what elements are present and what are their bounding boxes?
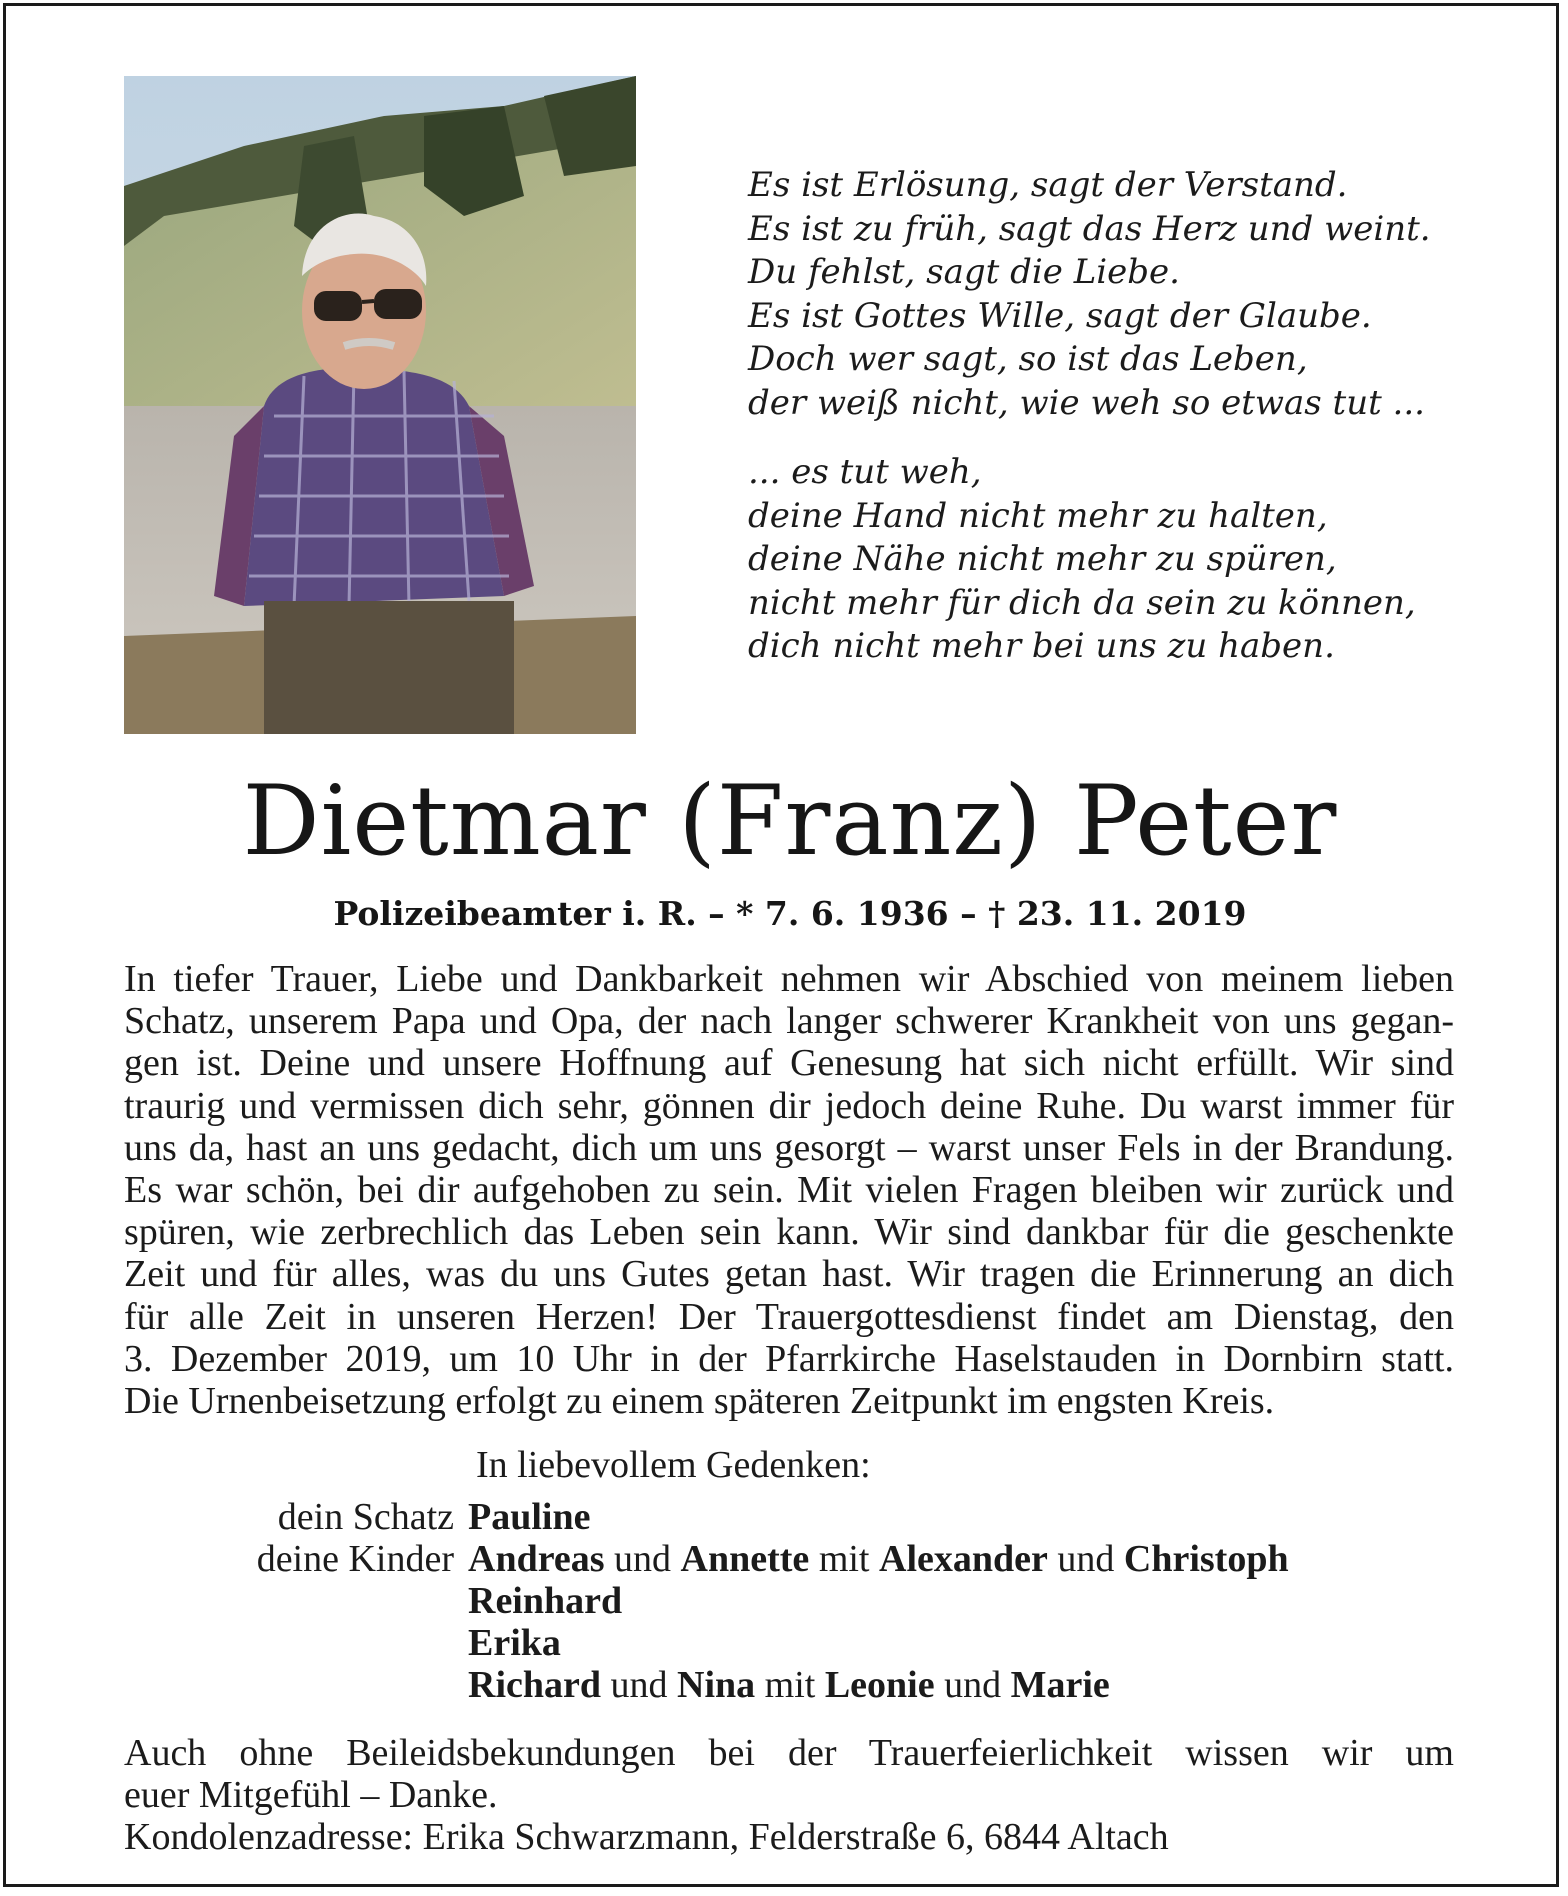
family-list [124, 1496, 1504, 1706]
family-names [468, 1580, 622, 1622]
family-name: Erika [468, 1622, 561, 1664]
family-row-children [124, 1538, 1504, 1580]
family-row [124, 1622, 1504, 1664]
family-row [124, 1580, 1504, 1622]
poem-line: deine Nähe nicht mehr zu spüren, [748, 539, 1337, 579]
poem-stanza-2 [748, 451, 1468, 669]
body-line: In tiefer Trauer, Liebe und Dankbarkeit nehmen wir Abschied von meinem lieben [124, 958, 1454, 1000]
poem-line: dich nicht mehr bei uns zu haben. [748, 626, 1335, 666]
condolence-address: Kondolenzadresse: Erika Schwarzmann, Felderstraße 6, 6844 Altach [124, 1816, 1169, 1859]
occupation-and-dates: Polizeibeamter i. R. – * 7. 6. 1936 – † 23. 11. 2019 [333, 894, 1247, 933]
body-line: für alle Zeit in unseren Herzen! Der Trauergottesdienst findet am Dienstag, den [124, 1295, 1454, 1338]
family-name: Richard [468, 1664, 601, 1706]
deceased-name: Dietmar (Franz) Peter [242, 765, 1338, 877]
poem-line: Du fehlst, sagt die Liebe. [748, 252, 1180, 292]
connector-word: mit [809, 1538, 879, 1580]
family-names [468, 1496, 590, 1538]
family-name: Pauline [468, 1496, 591, 1538]
connector-word: und [1047, 1538, 1124, 1580]
connector-word: und [934, 1664, 1011, 1706]
poem-line: nicht mehr für dich da sein zu können, [748, 582, 1416, 623]
poem-stanza-1 [748, 164, 1468, 425]
family-names [468, 1664, 1110, 1706]
body-line: 3. Dezember 2019, um 10 Uhr in der Pfarrkirche Haselstauden in Dornbirn statt. [124, 1337, 1454, 1380]
poem-line: deine Hand nicht mehr zu halten, [748, 495, 1328, 536]
connector-word: mit [755, 1664, 825, 1706]
family-names [468, 1622, 561, 1664]
family-name: Annette [680, 1538, 810, 1580]
relation-label: dein Schatz [277, 1496, 454, 1538]
family-name: Christoph [1123, 1538, 1289, 1580]
portrait-photo [124, 76, 636, 734]
poem-line: Es ist Erlösung, sagt der Verstand. [748, 165, 1348, 205]
closing-note [124, 1732, 1454, 1859]
poem-line: Es ist zu früh, sagt das Herz und weint. [748, 208, 1431, 249]
family-row-spouse [124, 1496, 1504, 1538]
body-line: spüren, wie zerbrechlich das Leben sein kann. Wir sind dankbar für die geschenkte [124, 1211, 1454, 1254]
body-line: Es war schön, bei dir aufgehoben zu sein. Mit vielen Fragen bleiben wir zurück und [124, 1169, 1454, 1212]
obituary-body [124, 958, 1454, 1422]
family-row [124, 1664, 1504, 1706]
closing-line: euer Mitgefühl – Danke. [124, 1774, 498, 1817]
family-name: Reinhard [468, 1580, 623, 1622]
family-name: Marie [1010, 1664, 1110, 1706]
connector-word: und [604, 1538, 681, 1580]
memory-label: In liebevollem Gedenken: [476, 1444, 871, 1486]
obituary-frame [3, 3, 1559, 1887]
body-line: Die Urnenbeisetzung erfolgt zu einem späteren Zeitpunkt im engsten Kreis. [124, 1380, 1275, 1423]
portrait-photo-graphic [124, 76, 636, 734]
poem-line: Doch wer sagt, so ist das Leben, [748, 339, 1308, 379]
family-name: Leonie [824, 1664, 935, 1706]
closing-line: Auch ohne Beileidsbekundungen bei der Trauerfeierlichkeit wissen wir um [124, 1732, 1454, 1774]
body-line: Schatz, unserem Papa und Opa, der nach langer schwerer Krankheit von uns gegan- [124, 1000, 1454, 1043]
family-name: Nina [677, 1664, 756, 1706]
body-line: traurig und vermissen dich sehr, gönnen dir jedoch deine Ruhe. Du warst immer für [124, 1084, 1454, 1127]
family-names [468, 1538, 1289, 1580]
family-name: Alexander [879, 1538, 1048, 1580]
poem-line: Es ist Gottes Wille, sagt der Glaube. [748, 295, 1372, 336]
body-line: Zeit und für alles, was du uns Gutes getan hast. Wir tragen die Erinnerung an dich [124, 1253, 1454, 1296]
relation-label: deine Kinder [256, 1538, 454, 1580]
poem-line: ... es tut weh, [748, 452, 982, 492]
poem-line: der weiß nicht, wie weh so etwas tut ... [748, 382, 1425, 423]
poem [748, 164, 1468, 695]
body-line: uns da, hast an uns gedacht, dich um uns gesorgt – warst unser Fels in der Brandung. [124, 1126, 1454, 1169]
connector-word: und [601, 1664, 677, 1706]
family-name: Andreas [468, 1538, 605, 1580]
body-line: gen ist. Deine und unsere Hoffnung auf Genesung hat sich nicht erfüllt. Wir sind [124, 1042, 1454, 1085]
